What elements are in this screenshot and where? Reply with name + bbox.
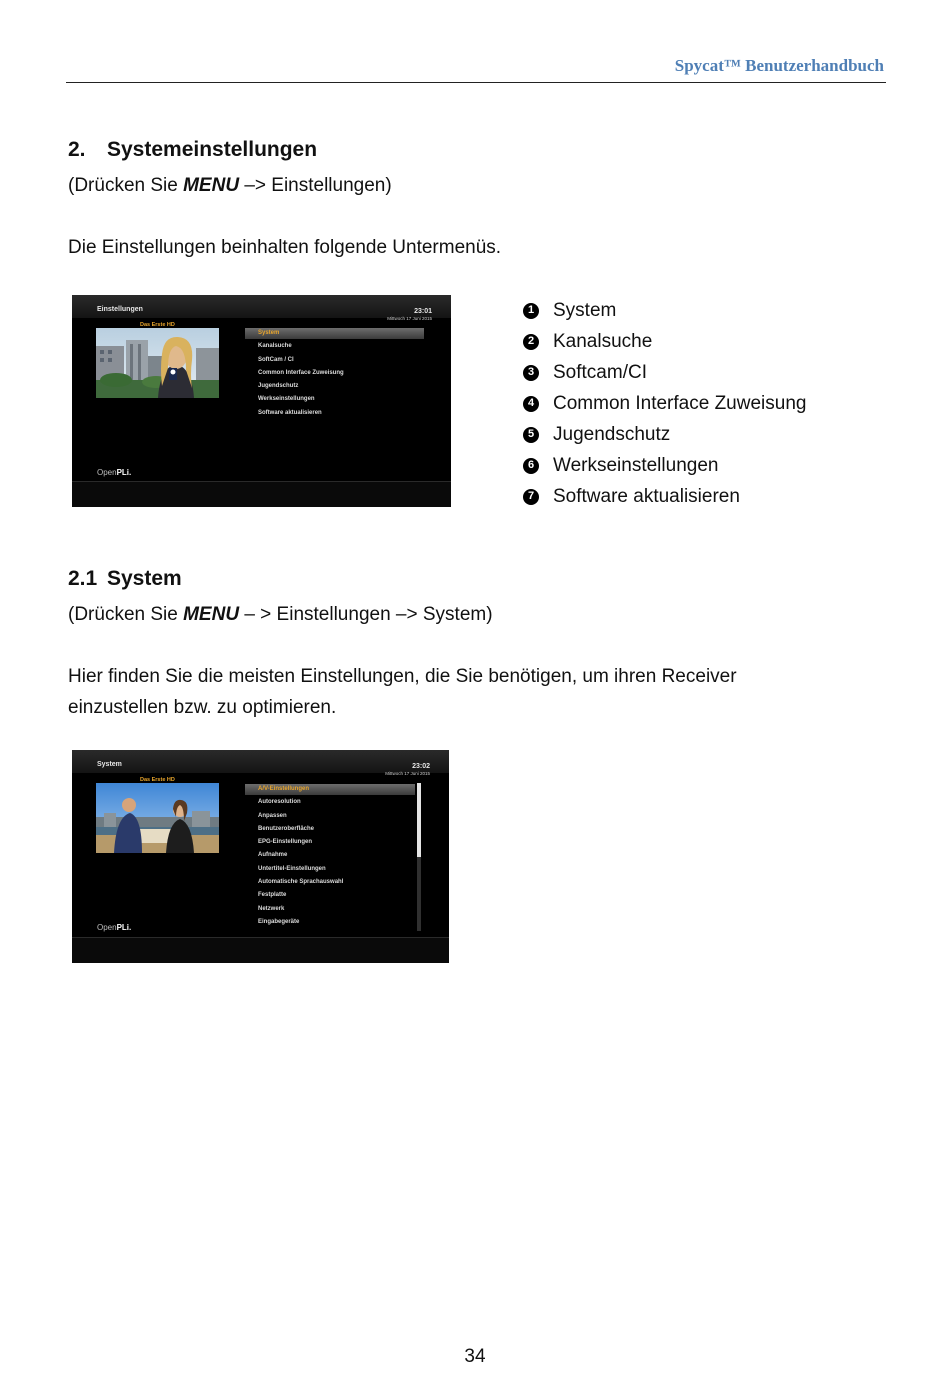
- osd-menu-item[interactable]: Aufnahme: [258, 852, 288, 859]
- submenu-list: [523, 295, 806, 512]
- number-badge: 2: [523, 334, 539, 350]
- tv-preview-image: [96, 328, 219, 398]
- osd-menu-item[interactable]: Software aktualisieren: [258, 409, 322, 416]
- osd-title: System: [97, 761, 122, 768]
- openpli-logo: [97, 923, 131, 932]
- submenu-item: [523, 326, 806, 357]
- submenu-label: System: [553, 300, 617, 321]
- osd-menu-item[interactable]: System: [258, 330, 280, 336]
- osd-menu-list: [245, 783, 343, 929]
- osd-title-bar: [72, 750, 449, 773]
- number-badge: 1: [523, 303, 539, 319]
- section-title: Systemeinstellungen: [107, 138, 318, 161]
- osd-date: Mittwoch 17 Juni 2015: [385, 771, 430, 776]
- osd-title: Einstellungen: [97, 306, 143, 313]
- submenu-item: [523, 388, 806, 419]
- subsection-body: [68, 661, 737, 723]
- path-prefix: (Drücken Sie: [68, 604, 184, 625]
- path-suffix: – > Einstellungen –> System): [239, 604, 493, 625]
- osd-menu-item[interactable]: A/V-Einstellungen: [258, 786, 310, 792]
- subsection-number: 2.1: [68, 567, 98, 590]
- submenu-item: [523, 357, 806, 388]
- system-menu-screenshot: [72, 750, 449, 963]
- osd-menu-item[interactable]: Jugendschutz: [258, 383, 299, 390]
- submenu-label: Kanalsuche: [553, 331, 653, 352]
- page-number: 34: [464, 1346, 486, 1367]
- submenu-label: Common Interface Zuweisung: [553, 393, 807, 414]
- openpli-logo: [97, 468, 131, 477]
- number-badge: 7: [523, 489, 539, 505]
- submenu-label: Software aktualisieren: [553, 486, 740, 507]
- logo-part-b: PLi.: [116, 468, 132, 477]
- number-badge: 5: [523, 427, 539, 443]
- submenu-label: Softcam/CI: [553, 362, 647, 383]
- osd-menu-list: [245, 327, 344, 420]
- osd-menu-item[interactable]: SoftCam / CI: [258, 356, 294, 363]
- osd-menu-item[interactable]: Werkseinstellungen: [258, 396, 315, 403]
- subsection-heading: [68, 567, 182, 591]
- number-badge: 4: [523, 396, 539, 412]
- osd-menu-item[interactable]: Autoresolution: [258, 799, 301, 806]
- path-suffix: –> Einstellungen): [239, 175, 392, 196]
- osd-menu-item[interactable]: Benutzeroberfläche: [258, 825, 315, 832]
- logo-part-a: Open: [97, 923, 117, 932]
- section-menu-path: [68, 170, 392, 201]
- submenu-label: Jugendschutz: [553, 424, 671, 445]
- subsection-menu-path: [68, 599, 493, 630]
- osd-menu-item[interactable]: EPG-Einstellungen: [258, 839, 313, 846]
- menu-scrollbar-thumb[interactable]: [417, 783, 421, 857]
- header-divider: [66, 82, 886, 83]
- path-prefix: (Drücken Sie: [68, 175, 184, 196]
- osd-channel-name: Das Erste HD: [140, 322, 175, 328]
- osd-clock: 23:02: [412, 763, 430, 770]
- osd-menu-item[interactable]: Kanalsuche: [258, 343, 292, 350]
- submenu-item: [523, 295, 806, 326]
- document-header-title: Spycat™ Benutzerhandbuch: [674, 56, 884, 75]
- osd-menu-item[interactable]: Festplatte: [258, 892, 287, 899]
- logo-part-b: PLi.: [116, 923, 132, 932]
- number-badge: 3: [523, 365, 539, 381]
- osd-menu-item[interactable]: Eingabegeräte: [258, 918, 300, 925]
- submenu-item: [523, 450, 806, 481]
- subsection-title: System: [107, 567, 182, 590]
- osd-clock: 23:01: [414, 308, 432, 315]
- section-number: 2.: [68, 138, 86, 161]
- section-heading: [68, 138, 317, 162]
- osd-menu-item[interactable]: Untertitel-Einstellungen: [258, 865, 326, 872]
- number-badge: 6: [523, 458, 539, 474]
- osd-date: Mittwoch 17 Juni 2015: [387, 316, 432, 321]
- submenu-item: [523, 481, 806, 512]
- osd-menu-item[interactable]: Common Interface Zuweisung: [258, 369, 344, 376]
- osd-menu-item[interactable]: Automatische Sprachauswahl: [258, 879, 344, 886]
- section-intro: Die Einstellungen beinhalten folgende Untermenüs.: [68, 237, 502, 258]
- body-line: einzustellen bzw. zu optimieren.: [68, 697, 337, 718]
- osd-menu-item[interactable]: Anpassen: [258, 812, 287, 819]
- osd-bottom-bar: [72, 481, 451, 507]
- submenu-item: [523, 419, 806, 450]
- osd-bottom-bar: [72, 937, 449, 963]
- path-key: MENU: [183, 175, 240, 196]
- osd-channel-name: Das Erste HD: [140, 777, 175, 783]
- body-line: Hier finden Sie die meisten Einstellungen, die Sie benötigen, um ihren Receiver: [68, 666, 737, 687]
- tv-preview-image: [96, 783, 219, 853]
- submenu-label: Werkseinstellungen: [553, 455, 719, 476]
- logo-part-a: Open: [97, 468, 117, 477]
- path-key: MENU: [183, 604, 240, 625]
- osd-menu-item[interactable]: Netzwerk: [258, 905, 285, 912]
- settings-menu-screenshot: [72, 295, 451, 507]
